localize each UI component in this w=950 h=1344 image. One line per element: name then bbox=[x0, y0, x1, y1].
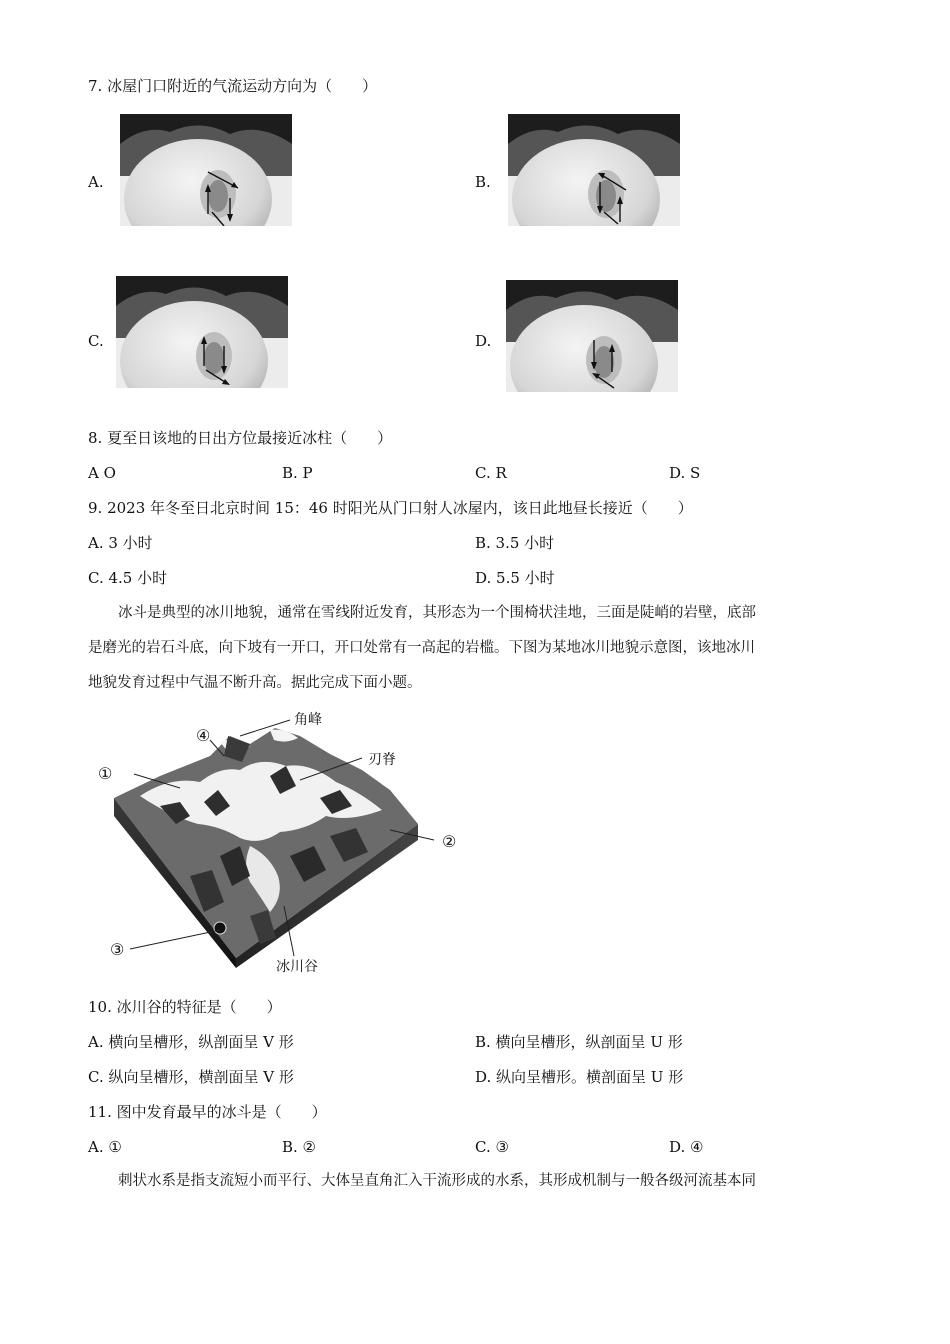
diagram-label-arete: 刃脊 bbox=[368, 752, 396, 768]
igloo-photo-d bbox=[506, 280, 678, 392]
glacier-landform-diagram bbox=[100, 706, 470, 982]
q11-option-c[interactable]: C. ③ bbox=[475, 1138, 509, 1156]
q10-option-c[interactable]: C. 纵向呈槽形，横剖面呈 V 形 bbox=[88, 1068, 294, 1086]
q8-option-d[interactable]: D. S bbox=[669, 464, 701, 482]
q11-stem: 11. 图中发育最早的冰斗是（ ） bbox=[88, 1103, 327, 1121]
passage-line: 地貌发育过程中气温不断升高。据此完成下面小题。 bbox=[88, 675, 422, 691]
q7-stem: 7. 冰屋门口附近的气流运动方向为（ ） bbox=[88, 77, 378, 95]
q8-option-a[interactable]: A O bbox=[88, 464, 116, 482]
igloo-photo-a bbox=[120, 114, 292, 226]
q11-option-a[interactable]: A. ① bbox=[88, 1138, 122, 1156]
passage-line: 是磨光的岩石斗底，向下坡有一开口，开口处常有一高起的岩槛。下图为某地冰川地貌示意图，该地冰川 bbox=[88, 640, 755, 656]
passage-line: 刺状水系是指支流短小而平行、大体呈直角汇入干流形成的水系，其形成机制与一般各级河流基本同 bbox=[118, 1173, 756, 1189]
q8-stem: 8. 夏至日该地的日出方位最接近冰柱（ ） bbox=[88, 429, 393, 447]
igloo-photo-b bbox=[508, 114, 680, 226]
q7-option-a-label: A. bbox=[88, 173, 104, 191]
diagram-label-circle-1: ① bbox=[98, 764, 113, 783]
q10-option-d[interactable]: D. 纵向呈槽形。横剖面呈 U 形 bbox=[475, 1068, 684, 1086]
diagram-label-horn: 角峰 bbox=[294, 712, 322, 728]
q9-stem: 9. 2023 年冬至日北京时间 15：46 时阳光从门口射人冰屋内，该日此地昼长接近（ ） bbox=[88, 499, 693, 517]
q10-option-a[interactable]: A. 横向呈槽形，纵剖面呈 V 形 bbox=[88, 1033, 294, 1051]
q7-option-d-label: D. bbox=[475, 332, 492, 350]
q9-option-a[interactable]: A. 3 小时 bbox=[88, 534, 153, 552]
passage-line: 冰斗是典型的冰川地貌，通常在雪线附近发育，其形态为一个围椅状洼地，三面是陡峭的岩壁，底部 bbox=[118, 605, 756, 621]
q10-option-b[interactable]: B. 横向呈槽形，纵剖面呈 U 形 bbox=[475, 1033, 683, 1051]
igloo-photo-c bbox=[116, 276, 288, 388]
q8-option-b[interactable]: B. P bbox=[282, 464, 313, 482]
q7-option-b-label: B. bbox=[475, 173, 491, 191]
passage-trellis-drainage bbox=[88, 1164, 756, 1199]
passage-cirque bbox=[88, 596, 756, 701]
q9-option-b[interactable]: B. 3.5 小时 bbox=[475, 534, 555, 552]
q11-option-b[interactable]: B. ② bbox=[282, 1138, 317, 1156]
diagram-label-circle-2: ② bbox=[442, 832, 457, 851]
q11-option-d[interactable]: D. ④ bbox=[669, 1138, 704, 1156]
diagram-label-circle-4: ④ bbox=[196, 726, 211, 745]
q8-option-c[interactable]: C. R bbox=[475, 464, 507, 482]
q9-option-c[interactable]: C. 4.5 小时 bbox=[88, 569, 168, 587]
diagram-label-circle-3: ③ bbox=[110, 940, 125, 959]
diagram-label-glacial-valley: 冰川谷 bbox=[276, 959, 318, 975]
q7-option-c-label: C. bbox=[88, 332, 104, 350]
q9-option-d[interactable]: D. 5.5 小时 bbox=[475, 569, 555, 587]
q10-stem: 10. 冰川谷的特征是（ ） bbox=[88, 998, 282, 1016]
